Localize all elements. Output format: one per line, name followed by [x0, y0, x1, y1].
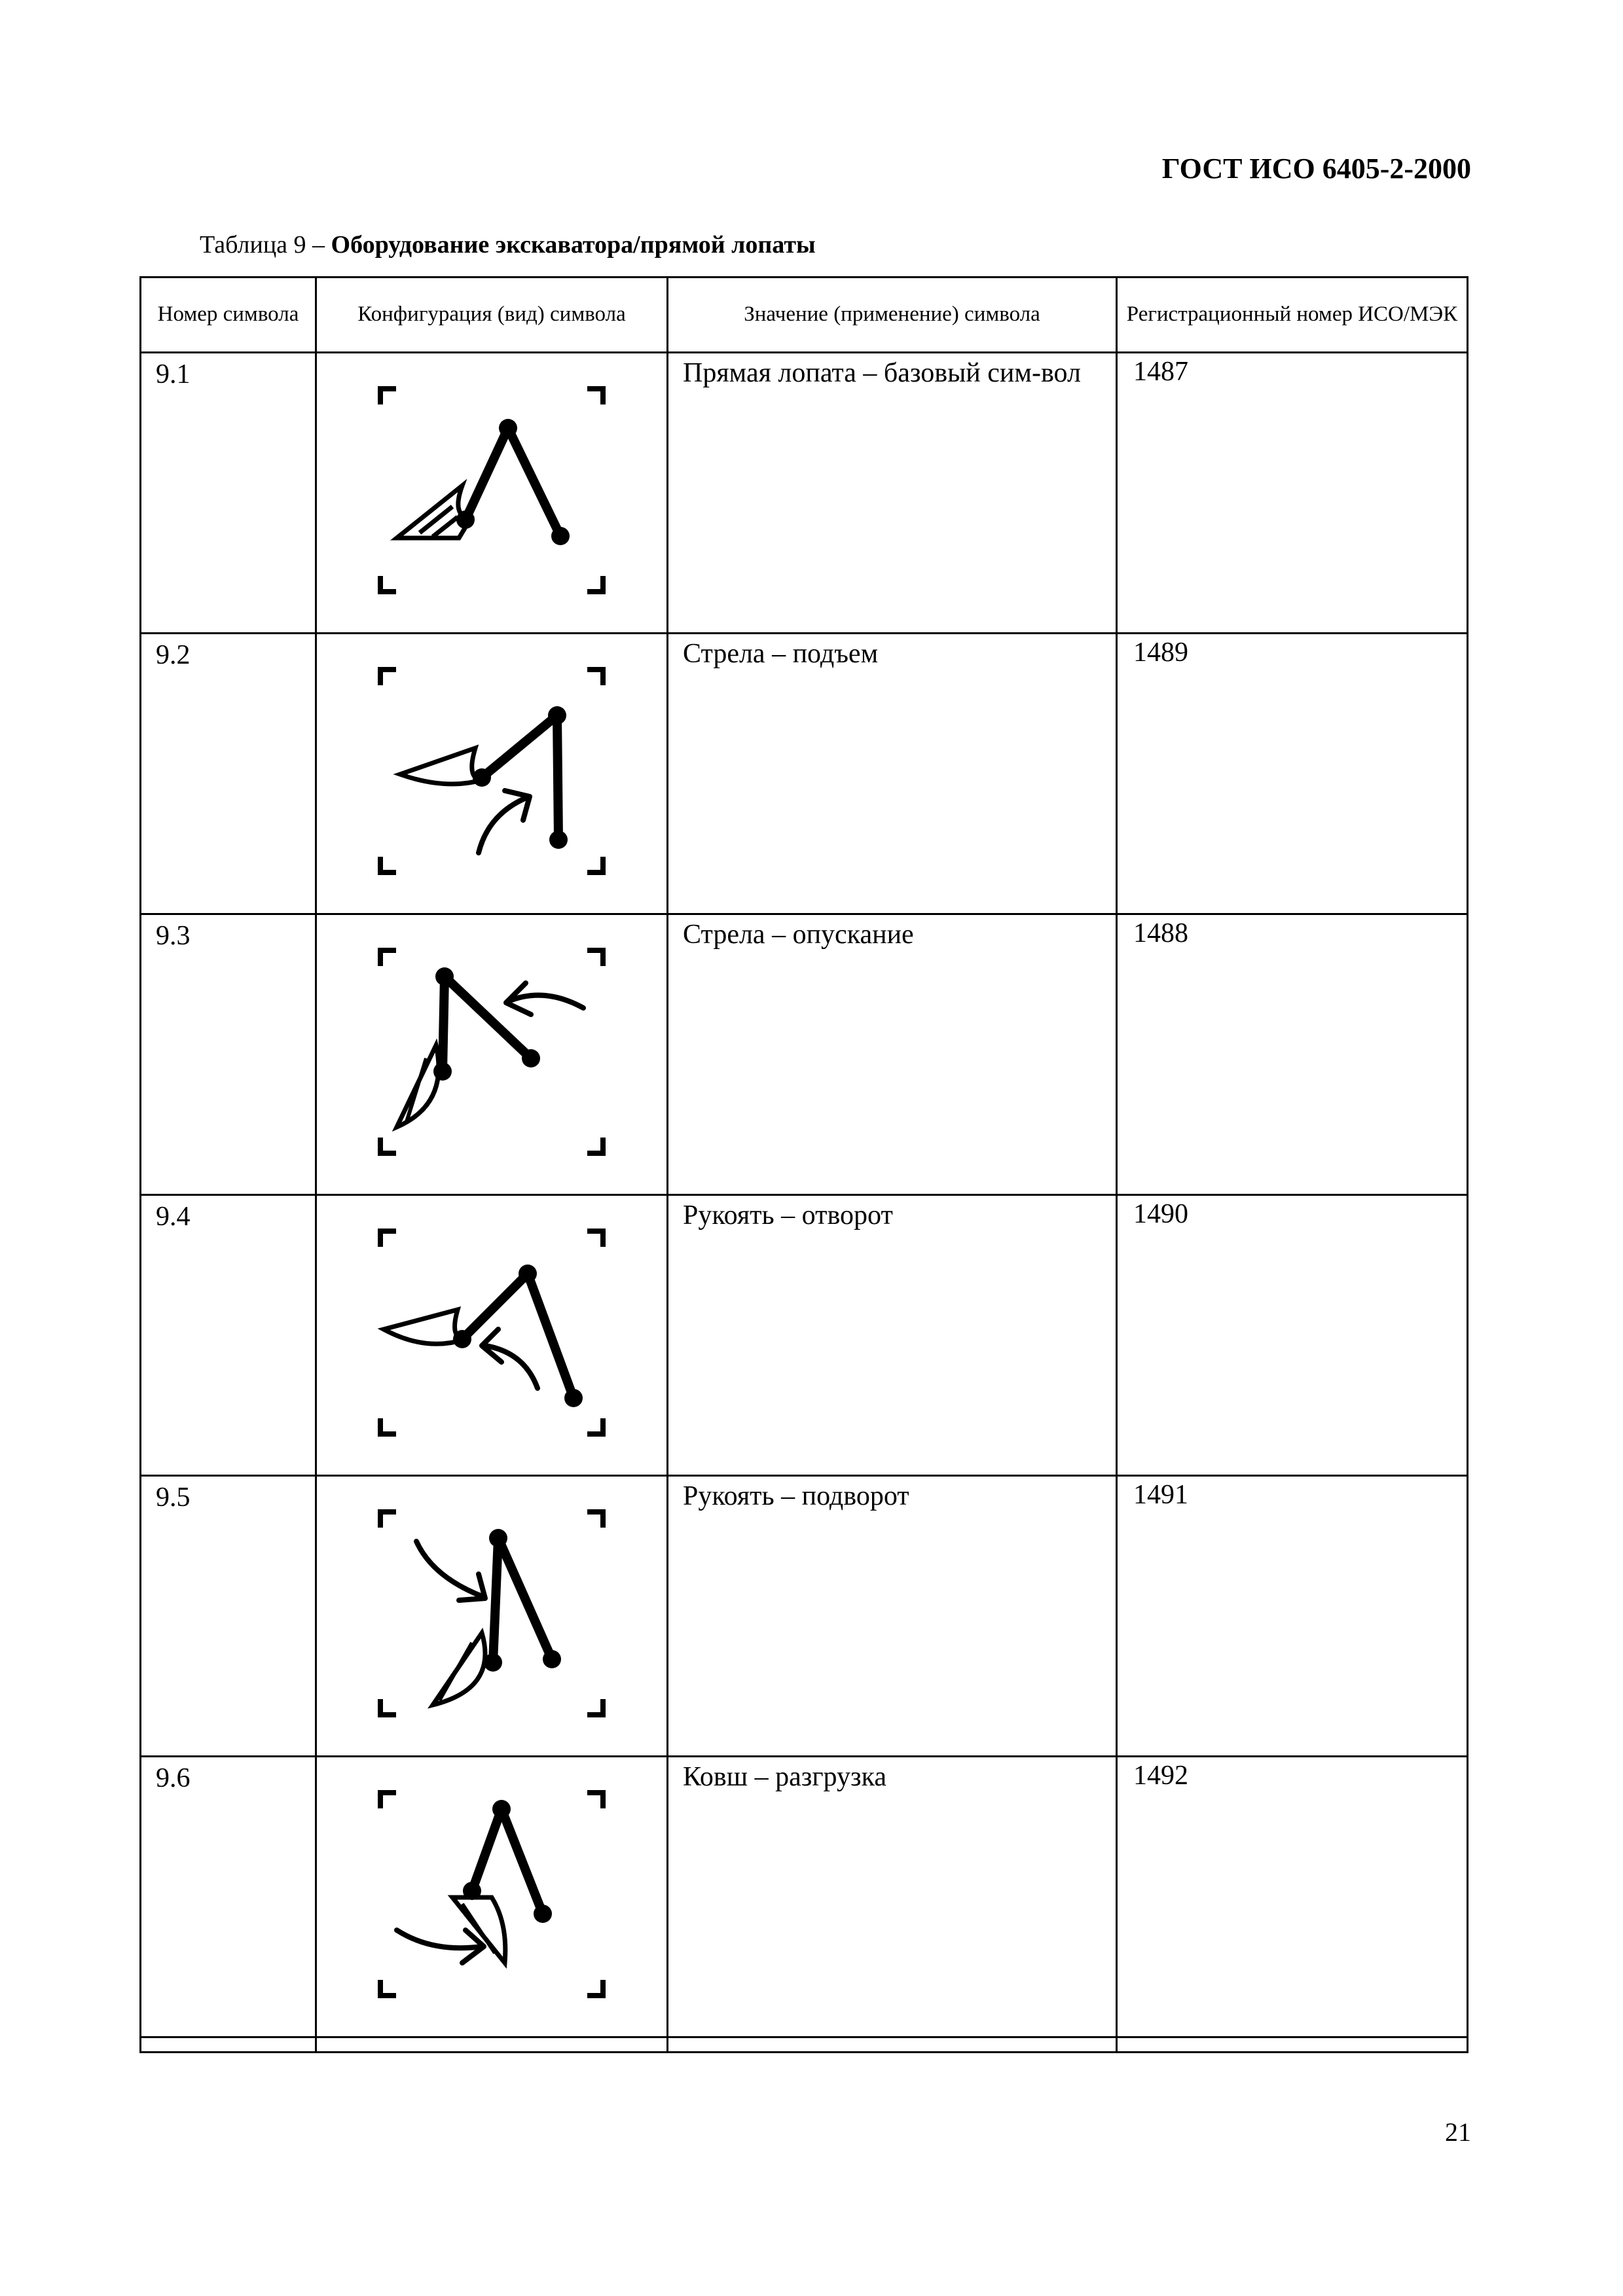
caption-title: Оборудование экскаватора/прямой лопаты [331, 231, 816, 259]
registration-number: 1492 [1117, 1757, 1468, 2037]
registration-number: 1490 [1117, 1195, 1468, 1476]
table-row [141, 1195, 1468, 1476]
boom-raise-icon [367, 650, 616, 892]
page-number: 21 [1445, 2117, 1471, 2147]
table-continuation-row [141, 2037, 1468, 2053]
symbol-meaning: Стрела – подъем [668, 634, 1117, 914]
symbol-number: 9.3 [141, 914, 316, 1195]
table-row [141, 1757, 1468, 2037]
bucket-dump-icon [367, 1773, 616, 2015]
boom-lower-icon [367, 931, 616, 1173]
table-row [141, 1476, 1468, 1757]
column-header-meaning: Значение (применение) символа [668, 278, 1117, 353]
symbol-number: 9.4 [141, 1195, 316, 1476]
registration-number: 1487 [1117, 353, 1468, 634]
column-header-registration: Регистрационный номер ИСО/МЭК [1117, 278, 1468, 353]
column-header-configuration: Конфигурация (вид) символа [316, 278, 668, 353]
registration-number: 1488 [1117, 914, 1468, 1195]
symbol-number: 9.2 [141, 634, 316, 914]
arm-out-icon [367, 1211, 616, 1454]
table-row [141, 353, 1468, 634]
document-code: ГОСТ ИСО 6405-2-2000 [1161, 152, 1471, 185]
table-row [141, 634, 1468, 914]
symbol-meaning: Рукоять – отворот [668, 1195, 1117, 1476]
symbol-meaning: Рукоять – подворот [668, 1476, 1117, 1757]
symbol-meaning: Ковш – разгрузка [668, 1757, 1117, 2037]
symbol-meaning: Стрела – опускание [668, 914, 1117, 1195]
registration-number: 1491 [1117, 1476, 1468, 1757]
registration-number: 1489 [1117, 634, 1468, 914]
caption-prefix: Таблица 9 – [200, 231, 331, 259]
symbol-meaning: Прямая лопата – базовый сим-вол [668, 353, 1117, 634]
symbol-number: 9.5 [141, 1476, 316, 1757]
table-header-row [141, 278, 1468, 353]
table-row [141, 914, 1468, 1195]
symbol-number: 9.6 [141, 1757, 316, 2037]
column-header-number: Номер символа [141, 278, 316, 353]
table-caption [200, 230, 816, 259]
arm-in-icon [367, 1492, 616, 1734]
shovel-base-icon [367, 369, 616, 611]
symbol-number: 9.1 [141, 353, 316, 634]
symbols-table [139, 276, 1468, 2053]
